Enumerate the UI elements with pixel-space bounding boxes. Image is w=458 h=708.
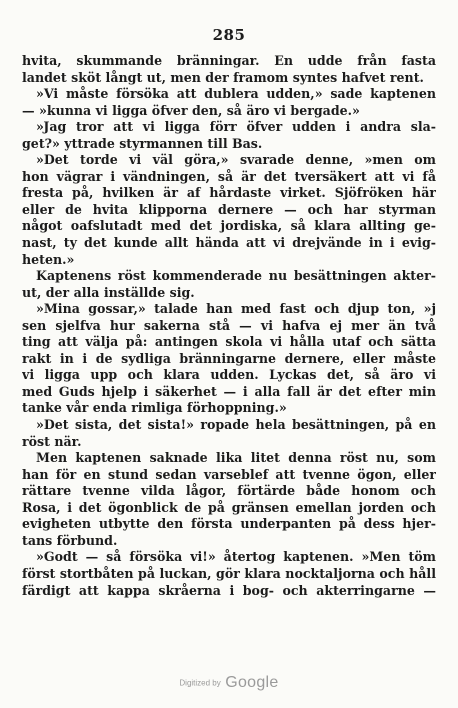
text-line: eller de hvita klipporna dernere — och har styrman	[22, 201, 436, 217]
text-line: »Vi måste försöka att dublera udden,» sade kaptenen	[36, 86, 436, 102]
text-line: hon vägrar i vändningen, så är det tversäkert att vi få	[22, 168, 436, 184]
text-line: sen sjelfva hur sakerna stå — vi hafva ej mer än två	[22, 317, 436, 333]
text-line: fresta på, hvilken är af hårdaste virket. Sjöfröken här	[22, 185, 436, 201]
text-line: ut, der alla inställde sig.	[22, 284, 195, 300]
text-line: evigheten utbytte den första underpanten på dess hjer-	[22, 516, 436, 532]
text-line: Kaptenens röst kommenderade nu besättningen akter-	[36, 268, 436, 284]
text-line: Men kaptenen saknade lika litet denna röst nu, som	[36, 450, 436, 466]
text-line: »Det torde vi väl göra,» svarade denne, »men om	[36, 152, 436, 168]
text-line: rakt in i de sydliga bränningarne dernere, eller måste	[22, 350, 436, 366]
text-line: röst när.	[22, 433, 82, 449]
text-line: Rosa, i det ögonblick de på gränsen emellan jorden och	[22, 499, 436, 515]
text-line: tanke vår enda rimliga förhoppning.»	[22, 400, 287, 416]
page-number: 285	[212, 26, 246, 44]
text-line: landet sköt långt ut, men der framom syntes hafvet rent.	[22, 69, 424, 85]
text-line: ting att välja på: antingen skola vi hålla utaf och sätta	[22, 334, 436, 350]
text-line: »Jag tror att vi ligga förr öfver udden i andra sla-	[36, 119, 436, 135]
text-line: han för en stund sedan varseblef att tvenne ögon, eller	[22, 466, 436, 482]
text-line: get?» yttrade styrmannen till Bas.	[22, 135, 263, 151]
body-text	[22, 53, 436, 599]
digitized-by-label: Digitized by	[179, 678, 221, 688]
google-logo: Google	[225, 674, 279, 691]
text-line: först stortbåten på luckan, gör klara nocktaljorna och håll	[22, 565, 436, 581]
text-line: tans förbund.	[22, 532, 118, 548]
text-line: heten.»	[22, 251, 75, 267]
text-line: med Guds hjelp i säkerhet — i alla fall är det efter min	[22, 383, 436, 399]
digitized-by-watermark	[0, 674, 458, 692]
text-line: färdigt att kappa skråerna i bog- och akterringarne —	[22, 582, 436, 598]
text-line: vi ligga upp och klara udden. Lyckas det, så äro vi	[22, 367, 436, 383]
text-line: nast, ty det kunde allt hända att vi drejvände in i evig-	[22, 235, 436, 251]
text-line: något oafslutadt med det jordiska, så klara allting ge-	[22, 218, 436, 234]
text-line: »Godt — så försöka vi!» återtog kaptenen. »Men töm	[36, 549, 436, 565]
text-line: hvita, skummande bränningar. En udde från fasta	[22, 53, 436, 68]
text-line: »Det sista, det sista!» ropade hela besättningen, på en	[36, 417, 436, 433]
text-line: rättare tvenne vilda lågor, förtärde både honom och	[22, 483, 436, 499]
text-line: »Mina gossar,» talade han med fast och djup ton, »j	[36, 301, 436, 317]
text-line: — »kunna vi ligga öfver den, så äro vi bergade.»	[22, 102, 360, 118]
